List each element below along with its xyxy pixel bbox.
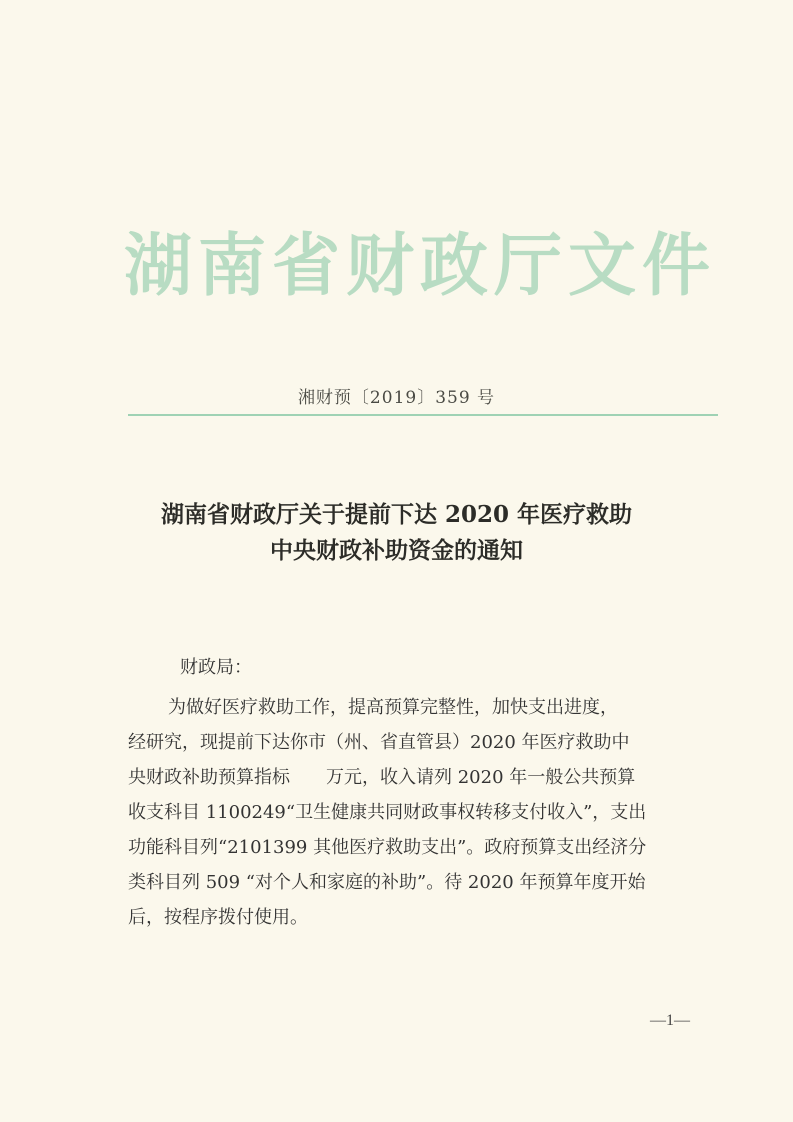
salutation: 财政局：	[180, 657, 252, 678]
issuer-header-title: 湖南省财政厅文件	[123, 226, 716, 306]
page-number: —1—	[650, 1012, 690, 1029]
header-divider	[128, 414, 718, 416]
body-line: 后，按程序拨付使用。	[128, 907, 308, 928]
body-line: 为做好医疗救助工作，提高预算完整性，加快支出进度，	[168, 697, 618, 718]
notice-title-line-1: 湖南省财政厅关于提前下达 2020 年医疗救助	[160, 501, 633, 528]
notice-title	[100, 497, 693, 569]
body-paragraph	[128, 690, 708, 935]
body-line: 功能科目列“2101399 其他医疗救助支出”。政府预算支出经济分	[128, 837, 647, 858]
document-number: 湘财预〔2019〕359 号	[297, 388, 496, 408]
body-line: 央财政补助预算指标 万元，收入请列 2020 年一般公共预算	[128, 767, 636, 788]
body-line: 类科目列 509 “对个人和家庭的补助”。待 2020 年预算年度开始	[128, 872, 646, 893]
body-line: 收支科目 1100249“卫生健康共同财政事权转移支付收入”，支出	[128, 802, 647, 823]
body-line: 经研究，现提前下达你市（州、省直管县）2020 年医疗救助中	[128, 732, 630, 753]
notice-title-line-2: 中央财政补助资金的通知	[270, 537, 523, 564]
